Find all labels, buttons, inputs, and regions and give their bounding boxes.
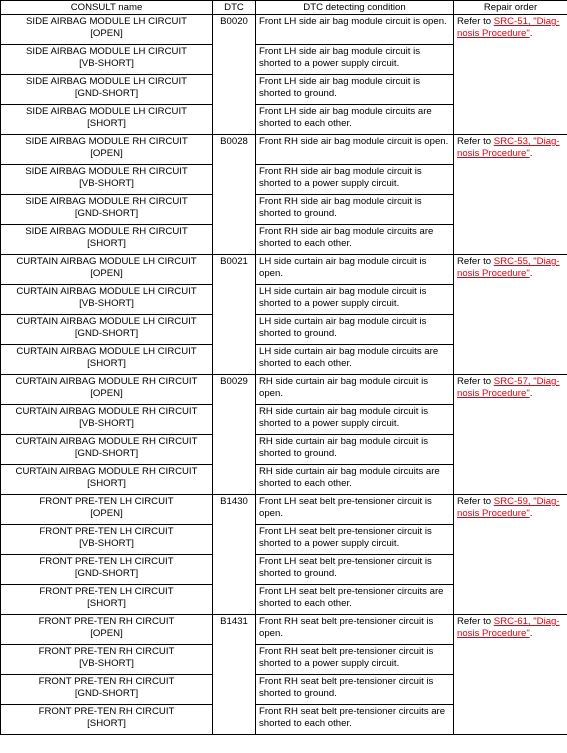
repair-order-prefix: Refer to xyxy=(457,496,494,507)
consult-name-cell xyxy=(1,615,213,645)
consult-name-circuit: FRONT PRE-TEN RH CIRCUIT xyxy=(38,646,175,657)
consult-name-cell xyxy=(1,45,213,75)
detecting-condition-cell: Front RH seat belt pre-tensioner circuit is shorted to a power supply circuit. xyxy=(256,645,454,675)
consult-name-cell xyxy=(1,705,213,735)
consult-name-circuit: SIDE AIRBAG MODULE LH CIRCUIT xyxy=(26,16,187,27)
consult-name-circuit: CURTAIN AIRBAG MODULE RH CIRCUIT xyxy=(15,376,198,387)
consult-name-cell xyxy=(1,15,213,45)
detecting-condition-cell: Front RH side air bag module circuits are shorted to each other. xyxy=(256,225,454,255)
repair-order-suffix: . xyxy=(529,388,533,399)
consult-name-circuit: FRONT PRE-TEN RH CIRCUIT xyxy=(38,706,175,717)
detecting-condition-cell: LH side curtain air bag module circuit is shorted to a power supply circuit. xyxy=(256,285,454,315)
consult-name-cell xyxy=(1,75,213,105)
consult-name-circuit: FRONT PRE-TEN LH CIRCUIT xyxy=(39,496,174,507)
consult-name-cell xyxy=(1,585,213,615)
diagnosis-procedure-link[interactable]: SRC-53, "Diag-nosis Procedure" xyxy=(457,136,560,159)
consult-name-fault: [GND-SHORT] xyxy=(74,208,139,219)
consult-name-circuit: SIDE AIRBAG MODULE RH CIRCUIT xyxy=(25,226,188,237)
consult-name-cell xyxy=(1,165,213,195)
detecting-condition-cell: Front LH seat belt pre-tensioner circuit is open. xyxy=(256,495,454,525)
consult-name-fault: [VB-SHORT] xyxy=(79,418,134,429)
consult-name-circuit: FRONT PRE-TEN RH CIRCUIT xyxy=(38,676,175,687)
table-row xyxy=(1,255,567,285)
consult-name-cell xyxy=(1,225,213,255)
consult-name-circuit: SIDE AIRBAG MODULE LH CIRCUIT xyxy=(26,76,187,87)
repair-order-header: Repair order xyxy=(454,1,567,15)
consult-name-cell xyxy=(1,435,213,465)
dtc-header: DTC xyxy=(213,1,256,15)
condition-header: DTC detecting condition xyxy=(256,1,454,15)
dtc-code-cell: B1430 xyxy=(213,495,256,615)
consult-name-circuit: FRONT PRE-TEN LH CIRCUIT xyxy=(39,526,174,537)
detecting-condition-cell: Front LH side air bag module circuit is shorted to a power supply circuit. xyxy=(256,45,454,75)
consult-name-cell xyxy=(1,465,213,495)
consult-name-fault: [OPEN] xyxy=(90,148,123,159)
consult-name-cell xyxy=(1,255,213,285)
repair-order-suffix: . xyxy=(529,148,533,159)
consult-name-cell xyxy=(1,555,213,585)
repair-order-prefix: Refer to xyxy=(457,616,494,627)
consult-name-circuit: FRONT PRE-TEN LH CIRCUIT xyxy=(39,586,174,597)
detecting-condition-cell: Front RH seat belt pre-tensioner circuit is open. xyxy=(256,615,454,645)
repair-order-cell xyxy=(454,255,567,375)
consult-name-circuit: SIDE AIRBAG MODULE RH CIRCUIT xyxy=(25,196,188,207)
detecting-condition-cell: LH side curtain air bag module circuit is shorted to ground. xyxy=(256,315,454,345)
consult-name-cell xyxy=(1,495,213,525)
detecting-condition-cell: Front RH side air bag module circuit is open. xyxy=(256,135,454,165)
detecting-condition-cell: Front RH seat belt pre-tensioner circuits are shorted to each other. xyxy=(256,705,454,735)
consult-name-fault: [SHORT] xyxy=(87,118,126,129)
detecting-condition-cell: RH side curtain air bag module circuit is shorted to a power supply circuit. xyxy=(256,405,454,435)
consult-name-header: CONSULT name xyxy=(1,1,213,15)
table-row xyxy=(1,615,567,645)
table-row xyxy=(1,495,567,525)
consult-name-circuit: CURTAIN AIRBAG MODULE RH CIRCUIT xyxy=(15,466,198,477)
consult-name-fault: [VB-SHORT] xyxy=(79,658,134,669)
consult-name-fault: [OPEN] xyxy=(90,628,123,639)
detecting-condition-cell: Front LH seat belt pre-tensioner circuit is shorted to a power supply circuit. xyxy=(256,525,454,555)
consult-name-circuit: CURTAIN AIRBAG MODULE LH CIRCUIT xyxy=(16,346,197,357)
consult-name-cell xyxy=(1,675,213,705)
detecting-condition-cell: RH side curtain air bag module circuit is shorted to ground. xyxy=(256,435,454,465)
consult-name-cell xyxy=(1,135,213,165)
consult-name-fault: [SHORT] xyxy=(87,358,126,369)
consult-name-fault: [VB-SHORT] xyxy=(79,58,134,69)
dtc-code-cell: B0020 xyxy=(213,15,256,135)
repair-order-suffix: . xyxy=(529,508,533,519)
repair-order-suffix: . xyxy=(529,268,533,279)
consult-name-cell xyxy=(1,105,213,135)
consult-name-fault: [GND-SHORT] xyxy=(74,448,139,459)
consult-name-fault: [VB-SHORT] xyxy=(79,178,134,189)
diagnosis-procedure-link[interactable]: SRC-59, "Diag-nosis Procedure" xyxy=(457,496,560,519)
repair-order-cell xyxy=(454,375,567,495)
repair-order-cell xyxy=(454,615,567,735)
consult-name-circuit: CURTAIN AIRBAG MODULE LH CIRCUIT xyxy=(16,256,197,267)
repair-order-suffix: . xyxy=(529,28,533,39)
consult-name-fault: [SHORT] xyxy=(87,598,126,609)
consult-name-fault: [OPEN] xyxy=(90,508,123,519)
consult-name-cell xyxy=(1,195,213,225)
detecting-condition-cell: Front LH side air bag module circuits are shorted to each other. xyxy=(256,105,454,135)
repair-order-cell xyxy=(454,495,567,615)
detecting-condition-cell: Front LH side air bag module circuit is shorted to ground. xyxy=(256,75,454,105)
consult-name-cell xyxy=(1,345,213,375)
repair-order-suffix: . xyxy=(529,628,533,639)
detecting-condition-cell: RH side curtain air bag module circuit is open. xyxy=(256,375,454,405)
consult-name-circuit: FRONT PRE-TEN RH CIRCUIT xyxy=(38,616,175,627)
detecting-condition-cell: RH side curtain air bag module circuits are shorted to each other. xyxy=(256,465,454,495)
consult-name-fault: [SHORT] xyxy=(87,478,126,489)
consult-name-fault: [VB-SHORT] xyxy=(79,538,134,549)
consult-name-circuit: CURTAIN AIRBAG MODULE LH CIRCUIT xyxy=(16,316,197,327)
consult-name-fault: [VB-SHORT] xyxy=(79,298,134,309)
detecting-condition-cell: LH side curtain air bag module circuit is open. xyxy=(256,255,454,285)
consult-name-circuit: SIDE AIRBAG MODULE RH CIRCUIT xyxy=(25,136,188,147)
consult-name-cell xyxy=(1,285,213,315)
consult-name-cell xyxy=(1,525,213,555)
consult-name-circuit: CURTAIN AIRBAG MODULE RH CIRCUIT xyxy=(15,436,198,447)
consult-name-cell xyxy=(1,645,213,675)
consult-name-fault: [GND-SHORT] xyxy=(74,568,139,579)
dtc-code-cell: B0029 xyxy=(213,375,256,495)
consult-name-fault: [GND-SHORT] xyxy=(74,688,139,699)
detecting-condition-cell: Front LH seat belt pre-tensioner circuits are shorted to each other. xyxy=(256,585,454,615)
consult-name-fault: [OPEN] xyxy=(90,388,123,399)
dtc-code-cell: B0028 xyxy=(213,135,256,255)
consult-name-cell xyxy=(1,315,213,345)
table-header-row xyxy=(1,1,567,15)
detecting-condition-cell: Front RH seat belt pre-tensioner circuit is shorted to ground. xyxy=(256,675,454,705)
table-row xyxy=(1,135,567,165)
consult-name-circuit: SIDE AIRBAG MODULE RH CIRCUIT xyxy=(25,166,188,177)
consult-name-circuit: CURTAIN AIRBAG MODULE LH CIRCUIT xyxy=(16,286,197,297)
repair-order-cell xyxy=(454,15,567,135)
repair-order-prefix: Refer to xyxy=(457,256,494,267)
repair-order-cell xyxy=(454,135,567,255)
dtc-code-cell: B0021 xyxy=(213,255,256,375)
repair-order-prefix: Refer to xyxy=(457,376,494,387)
detecting-condition-cell: Front RH side air bag module circuit is shorted to a power supply circuit. xyxy=(256,165,454,195)
consult-name-circuit: SIDE AIRBAG MODULE LH CIRCUIT xyxy=(26,106,187,117)
consult-name-fault: [SHORT] xyxy=(87,238,126,249)
diagnosis-procedure-link[interactable]: SRC-57, "Diag-nosis Procedure" xyxy=(457,376,560,399)
detecting-condition-cell: Front LH side air bag module circuit is open. xyxy=(256,15,454,45)
diagnosis-procedure-link[interactable]: SRC-55, "Diag-nosis Procedure" xyxy=(457,256,560,279)
repair-order-prefix: Refer to xyxy=(457,136,494,147)
consult-name-fault: [GND-SHORT] xyxy=(74,88,139,99)
table-row xyxy=(1,15,567,45)
consult-name-fault: [OPEN] xyxy=(90,268,123,279)
consult-name-circuit: SIDE AIRBAG MODULE LH CIRCUIT xyxy=(26,46,187,57)
diagnosis-procedure-link[interactable]: SRC-51, "Diag-nosis Procedure" xyxy=(457,16,560,39)
consult-name-circuit: FRONT PRE-TEN LH CIRCUIT xyxy=(39,556,174,567)
consult-name-cell xyxy=(1,405,213,435)
diagnosis-procedure-link[interactable]: SRC-61, "Diag-nosis Procedure" xyxy=(457,616,560,639)
detecting-condition-cell: Front RH side air bag module circuit is shorted to ground. xyxy=(256,195,454,225)
consult-name-fault: [SHORT] xyxy=(87,718,126,729)
dtc-code-cell: B1431 xyxy=(213,615,256,735)
consult-name-circuit: CURTAIN AIRBAG MODULE RH CIRCUIT xyxy=(15,406,198,417)
table-row xyxy=(1,375,567,405)
detecting-condition-cell: LH side curtain air bag module circuits are shorted to each other. xyxy=(256,345,454,375)
consult-name-fault: [GND-SHORT] xyxy=(74,328,139,339)
dtc-table-body xyxy=(1,15,567,735)
consult-name-cell xyxy=(1,375,213,405)
consult-name-fault: [OPEN] xyxy=(90,28,123,39)
detecting-condition-cell: Front LH seat belt pre-tensioner circuit is shorted to ground. xyxy=(256,555,454,585)
repair-order-prefix: Refer to xyxy=(457,16,494,27)
